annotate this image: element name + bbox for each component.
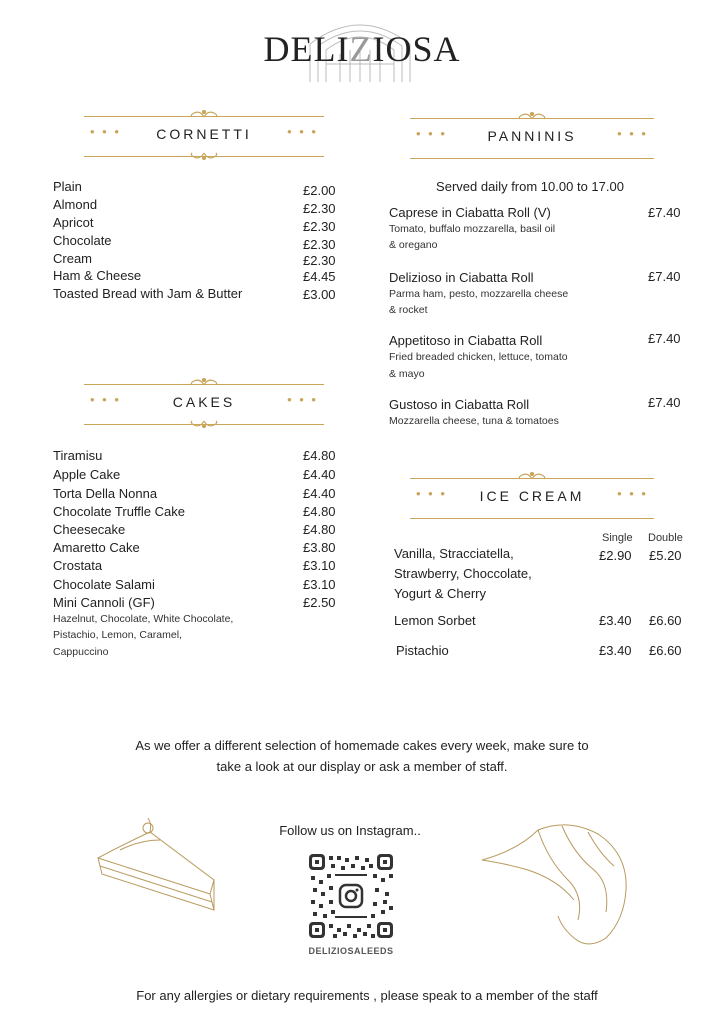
menu-item-description: & rocket bbox=[389, 304, 428, 316]
instagram-handle: DELIZIOSALEEDS bbox=[308, 946, 394, 956]
menu-item-description: Hazelnut, Chocolate, White Chocolate, bbox=[53, 613, 234, 625]
instagram-qr-code[interactable] bbox=[307, 852, 395, 940]
ice-cream-title: ICE CREAM bbox=[479, 488, 585, 504]
column-header-double: Double bbox=[648, 532, 683, 544]
menu-item-price: £4.80 bbox=[303, 448, 336, 463]
ice-cream-flavour: Vanilla, Stracciatella, bbox=[394, 546, 514, 561]
menu-item-description: & mayo bbox=[389, 368, 425, 380]
notice-text bbox=[0, 735, 724, 777]
menu-item-name: Mini Cannoli (GF) bbox=[53, 595, 155, 610]
ice-cream-flavour: Pistachio bbox=[396, 643, 449, 658]
menu-item-description: Tomato, buffalo mozzarella, basil oil bbox=[389, 223, 556, 235]
menu-item-price: £2.30 bbox=[303, 219, 336, 234]
menu-item-price: £4.80 bbox=[303, 522, 336, 537]
menu-item-name: Cream bbox=[53, 251, 93, 266]
ice-cream-flavour: Lemon Sorbet bbox=[394, 613, 476, 628]
menu-item-price: £3.00 bbox=[303, 287, 336, 302]
cake-slice-illustration bbox=[90, 810, 230, 920]
price-single: £2.90 bbox=[599, 548, 632, 563]
cakes-header bbox=[84, 376, 324, 436]
menu-item-price: £2.30 bbox=[303, 237, 336, 252]
menu-item-price: £2.30 bbox=[303, 253, 336, 268]
menu-item-name: Apricot bbox=[53, 215, 94, 230]
price-single: £3.40 bbox=[599, 643, 632, 658]
menu-item-price: £7.40 bbox=[648, 331, 681, 346]
menu-item-name: Caprese in Ciabatta Roll (V) bbox=[389, 205, 551, 220]
menu-item-price: £7.40 bbox=[648, 205, 681, 220]
price-double: £5.20 bbox=[649, 548, 682, 563]
brand-logo bbox=[0, 28, 724, 70]
ornament-icon bbox=[188, 420, 220, 430]
panninis-title: PANNINIS bbox=[487, 128, 577, 144]
menu-item-name: Crostata bbox=[53, 558, 103, 573]
menu-item-price: £4.40 bbox=[303, 486, 336, 501]
menu-item-name: Chocolate Truffle Cake bbox=[53, 504, 185, 519]
menu-item-name: Tiramisu bbox=[53, 448, 103, 463]
menu-item-price: £4.45 bbox=[303, 269, 336, 284]
menu-item-name: Plain bbox=[53, 179, 82, 194]
menu-item-description: Mozzarella cheese, tuna & tomatoes bbox=[389, 415, 559, 427]
menu-item-description: Cappuccino bbox=[53, 646, 109, 658]
ice-cream-flavour: Yogurt & Cherry bbox=[394, 586, 487, 601]
panninis-served-hours: Served daily from 10.00 to 17.00 bbox=[436, 179, 624, 194]
menu-item-price: £4.40 bbox=[303, 467, 336, 482]
follow-instagram-text: Follow us on Instagram.. bbox=[279, 823, 421, 838]
menu-item-name: Toasted Bread with Jam & Butter bbox=[53, 286, 243, 301]
menu-item-price: £4.80 bbox=[303, 504, 336, 519]
menu-item-name: Amaretto Cake bbox=[53, 540, 140, 555]
dots-right-decoration: • • • bbox=[287, 124, 318, 139]
menu-item-name: Gustoso in Ciabatta Roll bbox=[389, 397, 530, 412]
menu-item-price: £3.80 bbox=[303, 540, 336, 555]
croissant-illustration bbox=[478, 820, 638, 950]
menu-item-name: Cheesecake bbox=[53, 522, 126, 537]
ornament-icon bbox=[188, 152, 220, 162]
dots-right-decoration: • • • bbox=[617, 126, 648, 141]
dots-left-decoration: • • • bbox=[90, 392, 121, 407]
cornetti-title: CORNETTI bbox=[156, 126, 252, 142]
dots-left-decoration: • • • bbox=[90, 124, 121, 139]
menu-item-name: Chocolate bbox=[53, 233, 112, 248]
notice-line: As we offer a different selection of homemade cakes every week, make sure to bbox=[135, 738, 589, 753]
menu-item-name: Ham & Cheese bbox=[53, 268, 142, 283]
price-single: £3.40 bbox=[599, 613, 632, 628]
menu-item-price: £2.00 bbox=[303, 183, 336, 198]
column-header-single: Single bbox=[602, 532, 633, 544]
price-double: £6.60 bbox=[649, 643, 682, 658]
logo-text-z: Z bbox=[349, 29, 373, 69]
dots-left-decoration: • • • bbox=[416, 486, 447, 501]
menu-item-name: Torta Della Nonna bbox=[53, 486, 158, 501]
cakes-title: CAKES bbox=[172, 394, 236, 410]
logo-text-iosa: IOSA bbox=[372, 29, 461, 69]
notice-line: take a look at our display or ask a member of staff. bbox=[216, 759, 508, 774]
cornetti-header bbox=[84, 108, 324, 168]
dots-right-decoration: • • • bbox=[287, 392, 318, 407]
dots-left-decoration: • • • bbox=[416, 126, 447, 141]
menu-item-description: Parma ham, pesto, mozzarella cheese bbox=[389, 288, 569, 300]
menu-item-price: £3.10 bbox=[303, 558, 336, 573]
menu-item-description: & oregano bbox=[389, 239, 438, 251]
menu-item-price: £2.50 bbox=[303, 595, 336, 610]
menu-item-name: Almond bbox=[53, 197, 98, 212]
menu-item-price: £3.10 bbox=[303, 577, 336, 592]
menu-item-name: Delizioso in Ciabatta Roll bbox=[389, 270, 534, 285]
menu-item-price: £7.40 bbox=[648, 269, 681, 284]
allergy-notice: For any allergies or dietary requirements , please speak to a member of the staff bbox=[136, 988, 598, 1003]
dots-right-decoration: • • • bbox=[617, 486, 648, 501]
ice-cream-flavour: Strawberry, Choccolate, bbox=[394, 566, 532, 581]
menu-item-price: £7.40 bbox=[648, 395, 681, 410]
panninis-header bbox=[410, 110, 654, 170]
menu-item-name: Chocolate Salami bbox=[53, 577, 155, 592]
logo-text-deli: DELI bbox=[263, 29, 350, 69]
price-double: £6.60 bbox=[649, 613, 682, 628]
menu-item-name: Appetitoso in Ciabatta Roll bbox=[389, 333, 543, 348]
menu-item-price: £2.30 bbox=[303, 201, 336, 216]
menu-item-description: Pistachio, Lemon, Caramel, bbox=[53, 629, 182, 641]
menu-item-name: Apple Cake bbox=[53, 467, 121, 482]
menu-item-description: Fried breaded chicken, lettuce, tomato bbox=[389, 351, 568, 363]
ice-cream-header bbox=[410, 470, 654, 530]
